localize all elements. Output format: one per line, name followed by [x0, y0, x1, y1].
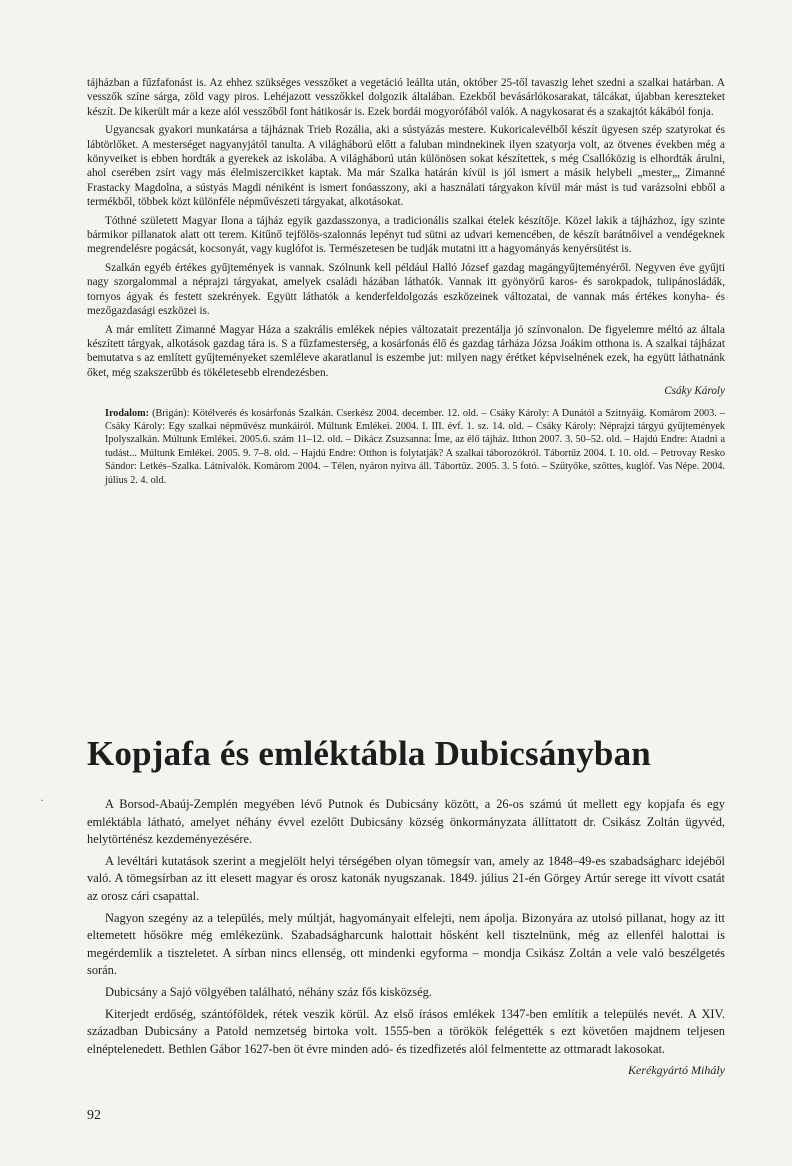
paragraph: Szalkán egyéb értékes gyűjtemények is vannak. Szólnunk kell például Halló József gazdag magángyűjteményéről. Negyven éve gyűjti nagy szorgalommal a néprajzi tárgyakat, amelyek családi házában láthatók. Vannak itt gyönyörű karos- és sarokpadok, tulipánosládák, tornyos ágyak és festett szekrények. Együtt láthatók a kenderfeldolgozás eszközeinek változatai, de vannak más értékes konyha- és mezőgazdasági eszközei is. [87, 261, 725, 318]
margin-dot: · [40, 793, 44, 807]
article-body [87, 796, 725, 1080]
author-signature: Kerékgyártó Mihály [628, 1063, 725, 1078]
literature-label: Irodalom: [105, 407, 149, 419]
article-continuation [87, 76, 725, 487]
paragraph: Kiterjedt erdőség, szántóföldek, rétek veszik körül. Az első írásos emlékek 1347-ben említik a település nevét. A XIV. században Dubicsány a Patold nemzetség birtoka volt. 1555-ben a törökök felégették s ezt követően majdnem teljesen elnéptelenedett. Bethlen Gábor 1627-ben öt évre minden adó- és tizedfizetés alól felmentette az ottmaradt lakosokat. [87, 1006, 725, 1056]
paragraph: A már említett Zimanné Magyar Háza a szakrális emlékek népies változatait prezentálja jó színvonalon. De figyelemre méltó az általa készített tárgyak, alkotások gazdag tára is. S a fűzfamesterség, a kosárfonás élő és gazdag tárháza Józsa Joákim otthona is. A szalkai tájházat bemutatva s az említett gyűjteményeket szemléleve akaratlanul is eszembe jut: milyen nagy érétket képviselnének ezek, ha együtt láthatnánk őket, még szakszerűbb és tökéletesebb elrendezésben. [87, 323, 725, 379]
author-signature: Csáky Károly [664, 385, 725, 398]
literature-text: (Brigán): Kötélverés és kosárfonás Szalkán. Cserkész 2004. december. 12. old. – Csáky Károly: A Dunától a Szitnyáig. Komárom 2003. – Csáky Károly: Egy szalkai népművész munkáiról. Múltunk Emlékei. 2004. I. III. évf. 1. sz. 14. old. – Csáky Károly: Néprajzi tárgyú gyűjtemények Ipolyszalkán. Múltunk Emlékei. 2005.6. szám 11–12. old. – Dikácz Zsuzsanna: Íme, az élő tájház. Itthon 2007. 3. 50–52. old. – Hajdú Endre: Atadni a tudást... Múltunk Emlékei. 2005. 9. 7–8. old. – Hajdú Endre: Otthon is folytatják? A szalkai táborozókról. Tábortűz 2004. I. 10. old. – Petrovay Resko Sándor: Letkés–Szalka. Látnivalók. Komárom 2004. – Télen, nyáron nyitva áll. Tábortűz. 2005. 3. 5 fotó. – Szütyőke, szőttes, kuglóf. Vas Népe. 2004. július 2. 4. old. [105, 407, 725, 486]
article-title: Kopjafa és emléktábla Dubicsányban [87, 734, 651, 773]
paragraph: A Borsod-Abaúj-Zemplén megyében lévő Putnok és Dubicsány között, a 26-os számú út mellett egy kopjafa és egy emléktábla látható, amelyet néhány évvel ezelőtt Dubicsány község önkormányzata állíttatott dr. Csikász Zoltán ügyvéd, helytörténész kezdeményezésére. [87, 797, 725, 847]
literature-block [105, 407, 725, 487]
paragraph: A levéltári kutatások szerint a megjelölt helyi térségében olyan tömegsír van, amely az 1848–49-es szabadságharc idejéből való. A tömegsírban az itt elesett magyar és orosz katonák nyugszanak. 1849. július 21-én Görgey Artúr serege itt vívott csatát az orosz cári csapattal. [87, 853, 725, 903]
paragraph: Nagyon szegény az a település, mely múltját, hagyományait elfelejti, nem ápolja. Bizonyára az utolsó pillanat, hogy az itt eltemetett hősökre még emlékezünk. Szabadságharcunk halottait hősként kell tisztelnünk, még az ellenfél halottai is megérdemlik a tiszteletet. A sírban nincs ellenség, ott mindenki egyforma – mondja Csikász Zoltán a vele való beszélgetés során. [87, 910, 725, 978]
paragraph: Dubicsány a Sajó völgyében található, néhány száz fős kisközség. [105, 984, 432, 999]
page-number: 92 [87, 1108, 101, 1123]
paragraph: tájházban a fűzfafonást is. Az ehhez szükséges vesszőket a vegetáció leállta után, október 25-től tavaszig lehet szedni a szalkai határban. A vesszők színe sárga, zöld vagy piros. Lehéjazott vesszőkkel dolgozik általában. Ezekből bevásárlókosarakat, tálcákat, újabban kereszteket készít. De kikerült már a keze alól vesszőből font hátikosár is. Ezek bordái mogyorófából valók. A nagykosarat és a szakajtót kákából fonja. [87, 77, 725, 118]
paragraph: Ugyancsak gyakori munkatársa a tájháznak Trieb Rozália, aki a sústyázás mestere. Kukoricalevélből készít ügyesen szép szatyrokat és lábtörlőket. A mesterséget nagyanyjától tanulta. A világháború előtt a faluban mindnekinek ilyen szatyorja volt, az ötvenes években még a könyveiket is ebben hordták a gyerekek az iskolába. A világháború után különösen sokat készítettek, s még Csallóközig is elhordták árulni, ahol cserében zsírt vagy más élelmiszercikket kaptak. Ma már Szalka határán kívül is jól ismert a másik helybeli „mester„, Zimanné Frastacky Magdolna, a sústyás Magdi néniként is ismert fonóasszony, aki a használati tárgyakon kívül már mást is tud varázsolni ebből a termékből, többek közt különféle népművészeti tárgyakat, alkotásokat. [87, 124, 725, 209]
paragraph: Tóthné született Magyar Ilona a tájház egyik gazdasszonya, a tradicionális szalkai ételek készítője. Közel lakik a tájházhoz, így szinte bármikor pillanatok alatt ott terem. Kitűnő tejfölös-szalonnás lepényt tud sütni az udvari kemencében, de készít barátnőivel a vendégeknek megrendelésre pogácsát, kocsonyát, vagy kuglófot is. Természetesen be tudják mutatni itt a hagyományás kenyérsütést is. [87, 214, 725, 256]
